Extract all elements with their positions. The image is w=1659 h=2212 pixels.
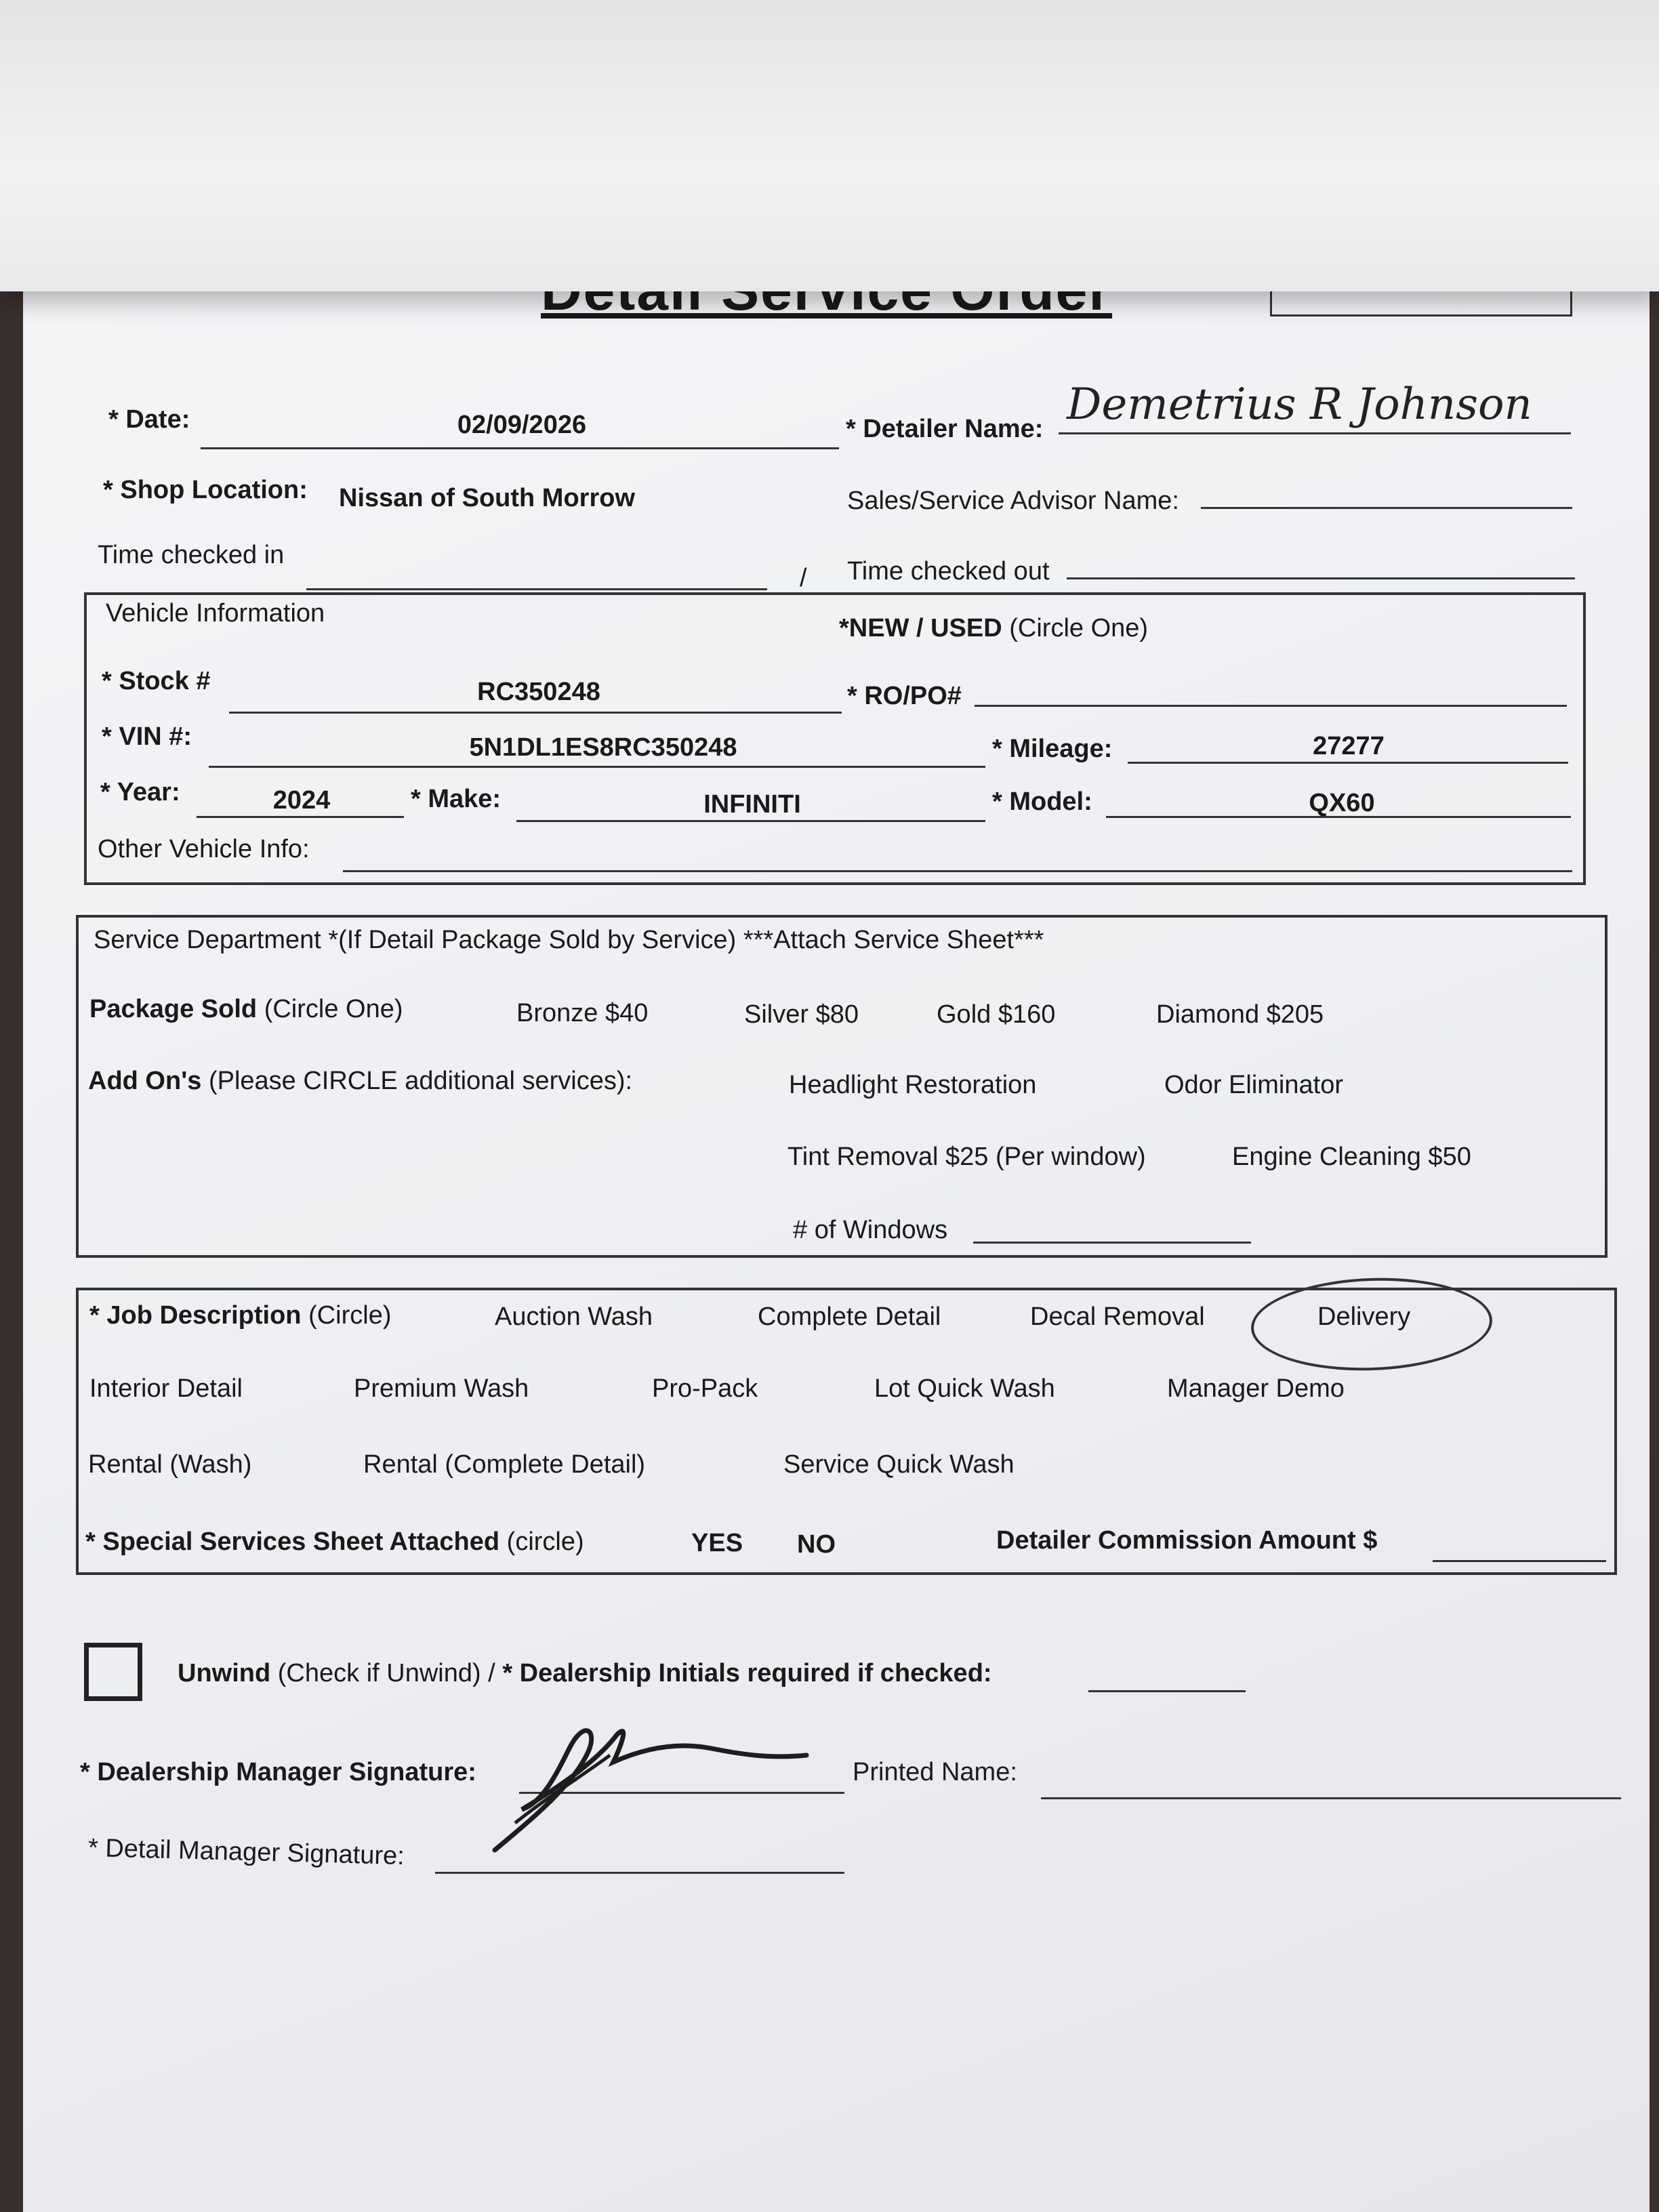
unwind-checkbox[interactable]: [84, 1643, 142, 1701]
detailer-name-line: [1059, 432, 1571, 434]
package-diamond[interactable]: Diamond $205: [1156, 1000, 1324, 1029]
initials-line: [1088, 1690, 1246, 1692]
vehicle-info-label: Vehicle Information: [106, 599, 325, 628]
vin-line: [209, 766, 985, 768]
job-manager-demo[interactable]: Manager Demo: [1167, 1374, 1345, 1403]
unwind-field: [178, 1659, 992, 1688]
job-pro-pack[interactable]: Pro-Pack: [652, 1374, 758, 1403]
job-auction-wash[interactable]: Auction Wash: [495, 1303, 653, 1331]
shop-location-value: Nissan of South Morrow: [339, 484, 635, 512]
year-value: 2024: [272, 786, 331, 815]
date-line: [201, 447, 839, 449]
detailer-name-label: * Detailer Name:: [846, 415, 1044, 443]
job-complete-detail[interactable]: Complete Detail: [758, 1303, 941, 1331]
vin-label: * VIN #:: [102, 722, 192, 751]
make-label: * Make:: [411, 785, 501, 813]
job-delivery[interactable]: Delivery: [1317, 1303, 1411, 1331]
make-value: INFINITI: [703, 790, 801, 819]
add-ons-field: [88, 1067, 632, 1096]
job-description-field: [89, 1301, 392, 1330]
unwind-label: Unwind: [178, 1659, 271, 1687]
mileage-line: [1128, 762, 1568, 764]
mileage-value: 27277: [1313, 732, 1385, 760]
dealer-signature-label: * Dealership Manager Signature:: [80, 1758, 476, 1786]
date-value: 02/09/2026: [457, 411, 587, 439]
addon-tint-removal[interactable]: Tint Removal $25 (Per window): [787, 1143, 1146, 1171]
folded-page-top: [0, 0, 1659, 291]
special-services-field: [85, 1528, 584, 1557]
addon-headlight-restoration[interactable]: Headlight Restoration: [789, 1071, 1037, 1099]
year-label: * Year:: [100, 778, 180, 806]
package-sold-label: Package Sold: [89, 995, 258, 1023]
printed-name-label: Printed Name:: [853, 1758, 1017, 1786]
time-checked-in-label: Time checked in: [98, 541, 285, 569]
package-gold[interactable]: Gold $160: [937, 1000, 1056, 1029]
time-checked-in-line: [306, 588, 767, 590]
package-bronze[interactable]: Bronze $40: [516, 999, 649, 1027]
commission-line: [1433, 1560, 1606, 1562]
stock-label: * Stock #: [102, 667, 211, 695]
date-label: * Date:: [108, 405, 190, 434]
new-used-note: (Circle One): [1009, 614, 1149, 642]
special-services-no[interactable]: NO: [797, 1530, 836, 1559]
windows-count-label: # of Windows: [793, 1216, 948, 1244]
addon-engine-cleaning[interactable]: Engine Cleaning $50: [1232, 1143, 1471, 1171]
job-lot-quick-wash[interactable]: Lot Quick Wash: [874, 1374, 1055, 1403]
add-ons-note: (Please CIRCLE additional services):: [208, 1067, 633, 1095]
detailer-name-signature: Demetrius R Johnson: [1067, 380, 1532, 430]
shop-location-label: * Shop Location:: [103, 476, 308, 504]
model-label: * Model:: [992, 787, 1092, 816]
dealer-signature-scribble: [474, 1708, 827, 1864]
make-line: [516, 820, 985, 822]
commission-label: Detailer Commission Amount $: [996, 1526, 1378, 1555]
mileage-label: * Mileage:: [992, 735, 1113, 763]
addon-odor-eliminator[interactable]: Odor Eliminator: [1164, 1071, 1343, 1099]
unwind-note: (Check if Unwind) /: [277, 1659, 503, 1687]
job-rental-wash[interactable]: Rental (Wash): [88, 1450, 252, 1479]
stock-line: [229, 712, 842, 714]
stock-value: RC350248: [477, 678, 600, 706]
job-decal-removal[interactable]: Decal Removal: [1030, 1303, 1205, 1331]
special-services-note: (circle): [506, 1528, 584, 1556]
job-description-label: * Job Description: [89, 1301, 302, 1330]
job-interior-detail[interactable]: Interior Detail: [89, 1374, 243, 1403]
job-premium-wash[interactable]: Premium Wash: [354, 1374, 529, 1403]
job-description-note: (Circle): [308, 1301, 392, 1330]
ro-po-label: * RO/PO#: [847, 682, 962, 710]
service-department-header: Service Department *(If Detail Package Sold by Service) ***Attach Service Sheet***: [94, 926, 1044, 954]
model-value: QX60: [1309, 789, 1375, 817]
special-services-yes[interactable]: YES: [691, 1529, 743, 1557]
other-vehicle-info-label: Other Vehicle Info:: [98, 835, 310, 863]
package-sold-note: (Circle One): [264, 995, 403, 1023]
initials-label: * Dealership Initials required if checked:: [502, 1659, 992, 1687]
job-rental-complete-detail[interactable]: Rental (Complete Detail): [363, 1450, 646, 1479]
job-service-quick-wash[interactable]: Service Quick Wash: [783, 1450, 1015, 1479]
advisor-name-label: Sales/Service Advisor Name:: [847, 487, 1179, 515]
other-vehicle-info-line: [343, 870, 1572, 872]
time-checked-out-label: Time checked out: [847, 557, 1050, 586]
detail-manager-signature-label: * Detail Manager Signature:: [87, 1833, 405, 1871]
package-silver[interactable]: Silver $80: [744, 1000, 859, 1029]
new-used-field: [839, 614, 1148, 643]
vin-value: 5N1DL1ES8RC350248: [469, 733, 737, 762]
printed-name-line: [1041, 1797, 1621, 1799]
special-services-label: * Special Services Sheet Attached: [85, 1528, 500, 1556]
time-slash: /: [800, 564, 807, 592]
year-line: [197, 816, 404, 818]
add-ons-label: Add On's: [88, 1067, 202, 1095]
windows-count-line: [973, 1242, 1251, 1244]
package-sold-field: [89, 995, 403, 1024]
detail-manager-signature-line: [435, 1872, 844, 1874]
new-used-label: *NEW / USED: [839, 614, 1002, 642]
ro-po-line: [975, 705, 1567, 707]
advisor-name-line: [1201, 507, 1572, 509]
time-checked-out-line: [1067, 577, 1575, 579]
